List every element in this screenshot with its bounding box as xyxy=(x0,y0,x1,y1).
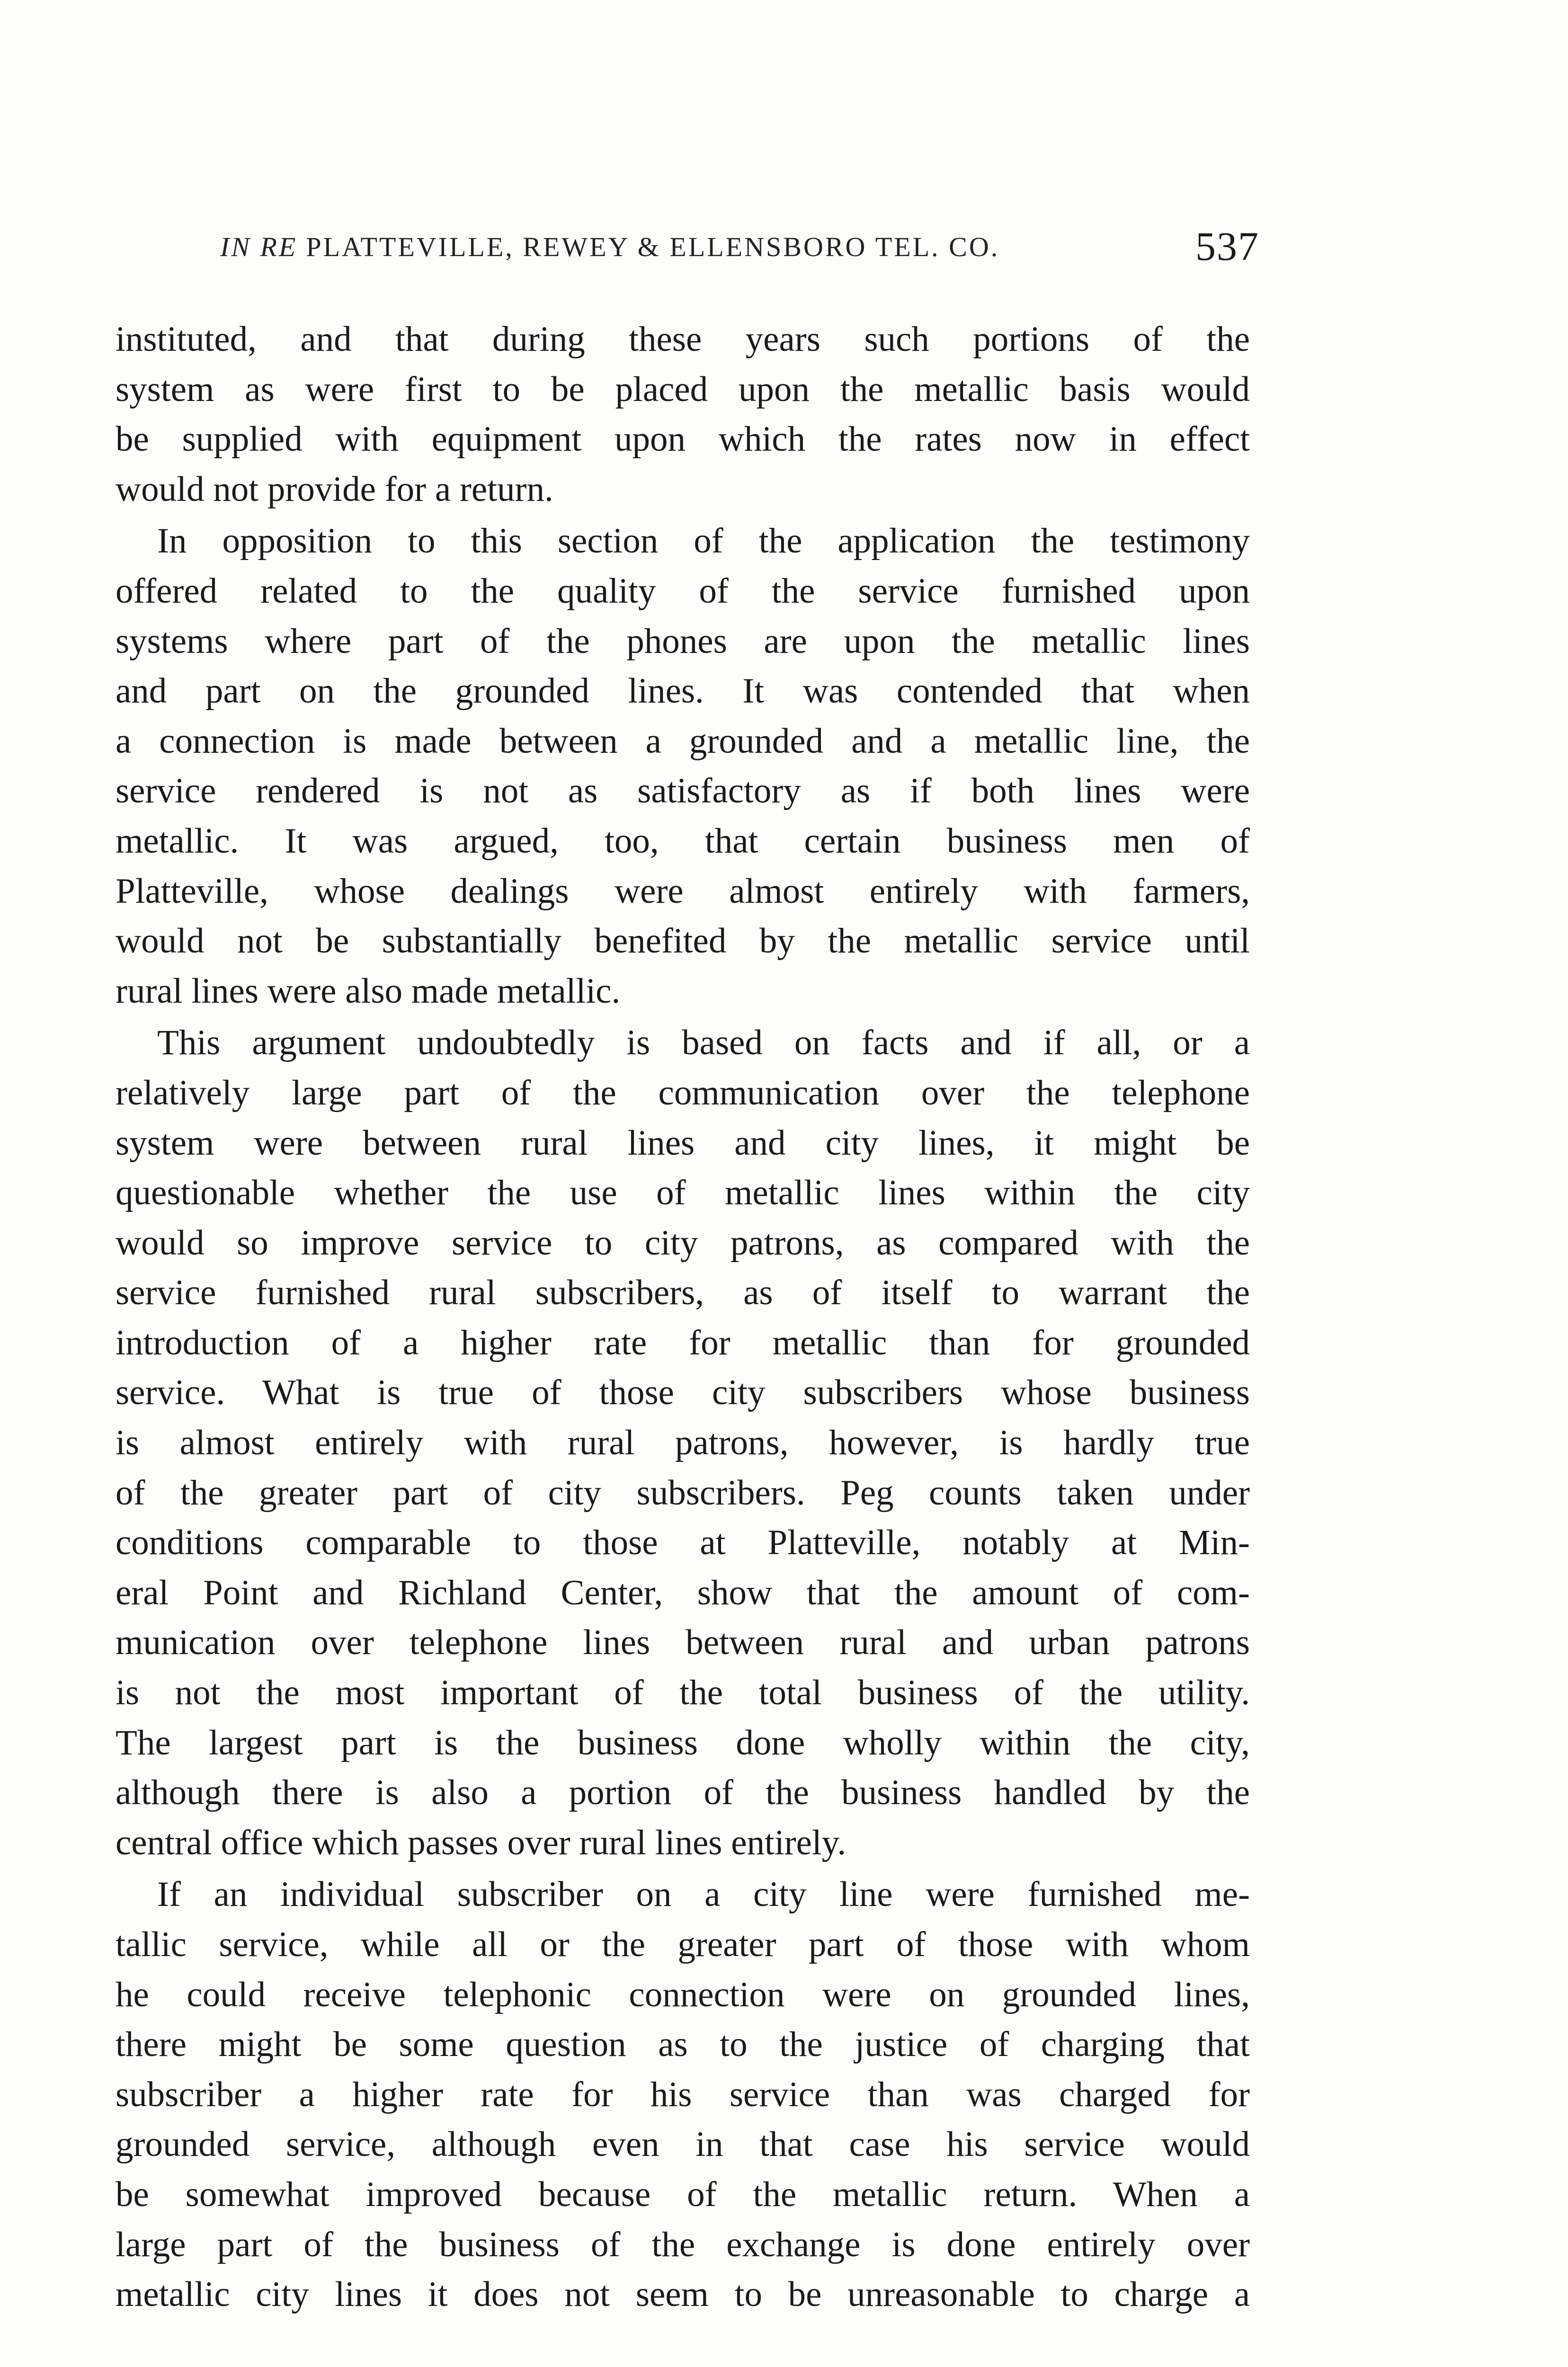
body-text xyxy=(116,314,1250,2320)
running-title-text: PLATTEVILLE, REWEY & ELLENSBORO TEL. CO. xyxy=(306,231,1000,262)
text-line: be supplied with equipment upon which the rates now in effect xyxy=(116,419,1250,459)
running-title xyxy=(220,231,999,263)
text-line: large part of the business of the exchange is done entirely over xyxy=(116,2225,1250,2264)
text-line: of the greater part of city subscribers. Peg counts taken under xyxy=(116,1473,1250,1513)
text-line: there might be some question as to the justice of charging that xyxy=(116,2025,1250,2064)
text-line: metallic city lines it does not seem to be unreasonable to charge a xyxy=(116,2275,1250,2314)
text-line: The largest part is the business done wholly within the city, xyxy=(116,1723,1250,1762)
text-line: rural lines were also made metallic. xyxy=(116,971,621,1011)
text-line: system as were first to be placed upon the metallic basis would xyxy=(116,369,1250,409)
text-line: would so improve service to city patrons, as compared with the xyxy=(116,1223,1250,1263)
text-line: would not provide for a return. xyxy=(116,469,553,509)
text-line: service. What is true of those city subscribers whose business xyxy=(116,1373,1250,1413)
text-line: instituted, and that during these years such portions of the xyxy=(116,320,1250,359)
text-line: questionable whether the use of metallic lines within the city xyxy=(116,1173,1250,1213)
text-line: service rendered is not as satisfactory as if both lines were xyxy=(116,771,1250,811)
text-line: munication over telephone lines between rural and urban patrons xyxy=(116,1623,1250,1663)
text-line: eral Point and Richland Center, show that the amount of com- xyxy=(116,1573,1250,1612)
text-line: central office which passes over rural lines entirely. xyxy=(116,1823,846,1862)
text-line: be somewhat improved because of the metallic return. When a xyxy=(116,2174,1250,2214)
paragraph-3 xyxy=(116,1018,1250,1868)
text-line: subscriber a higher rate for his service than was charged for xyxy=(116,2074,1250,2114)
paragraph-2 xyxy=(116,516,1250,1016)
text-line: In opposition to this section of the application the testimony xyxy=(157,521,1250,561)
text-line: service furnished rural subscribers, as of itself to warrant the xyxy=(116,1273,1250,1313)
text-line: system were between rural lines and city lines, it might be xyxy=(116,1123,1250,1163)
page-number: 537 xyxy=(1195,223,1259,269)
text-line: would not be substantially benefited by the metallic service until xyxy=(116,921,1250,961)
text-line: If an individual subscriber on a city line were furnished me- xyxy=(157,1875,1250,1914)
paragraph-4 xyxy=(116,1869,1250,2319)
text-line: a connection is made between a grounded and a metallic line, the xyxy=(116,721,1250,761)
text-line: is almost entirely with rural patrons, however, is hardly true xyxy=(116,1423,1250,1463)
running-title-italic: IN RE xyxy=(220,231,298,262)
text-line: introduction of a higher rate for metallic than for grounded xyxy=(116,1323,1250,1362)
text-line: Platteville, whose dealings were almost entirely with farmers, xyxy=(116,871,1250,911)
text-line: systems where part of the phones are upon the metallic lines xyxy=(116,621,1250,661)
text-line: relatively large part of the communication over the telephone xyxy=(116,1073,1250,1112)
paragraph-1 xyxy=(116,314,1250,514)
running-head xyxy=(114,222,1259,275)
text-line: grounded service, although even in that case his service would xyxy=(116,2125,1250,2164)
text-line: This argument undoubtedly is based on facts and if all, or a xyxy=(157,1023,1250,1063)
text-line: although there is also a portion of the business handled by the xyxy=(116,1773,1250,1813)
text-line: metallic. It was argued, too, that certain business men of xyxy=(116,821,1250,861)
text-line: and part on the grounded lines. It was contended that when xyxy=(116,671,1250,711)
text-line: he could receive telephonic connection were on grounded lines, xyxy=(116,1975,1250,2014)
text-line: offered related to the quality of the service furnished upon xyxy=(116,571,1250,611)
text-line: is not the most important of the total business of the utility. xyxy=(116,1673,1250,1713)
text-line: tallic service, while all or the greater part of those with whom xyxy=(116,1925,1250,1964)
text-line: conditions comparable to those at Platteville, notably at Min- xyxy=(116,1523,1250,1563)
